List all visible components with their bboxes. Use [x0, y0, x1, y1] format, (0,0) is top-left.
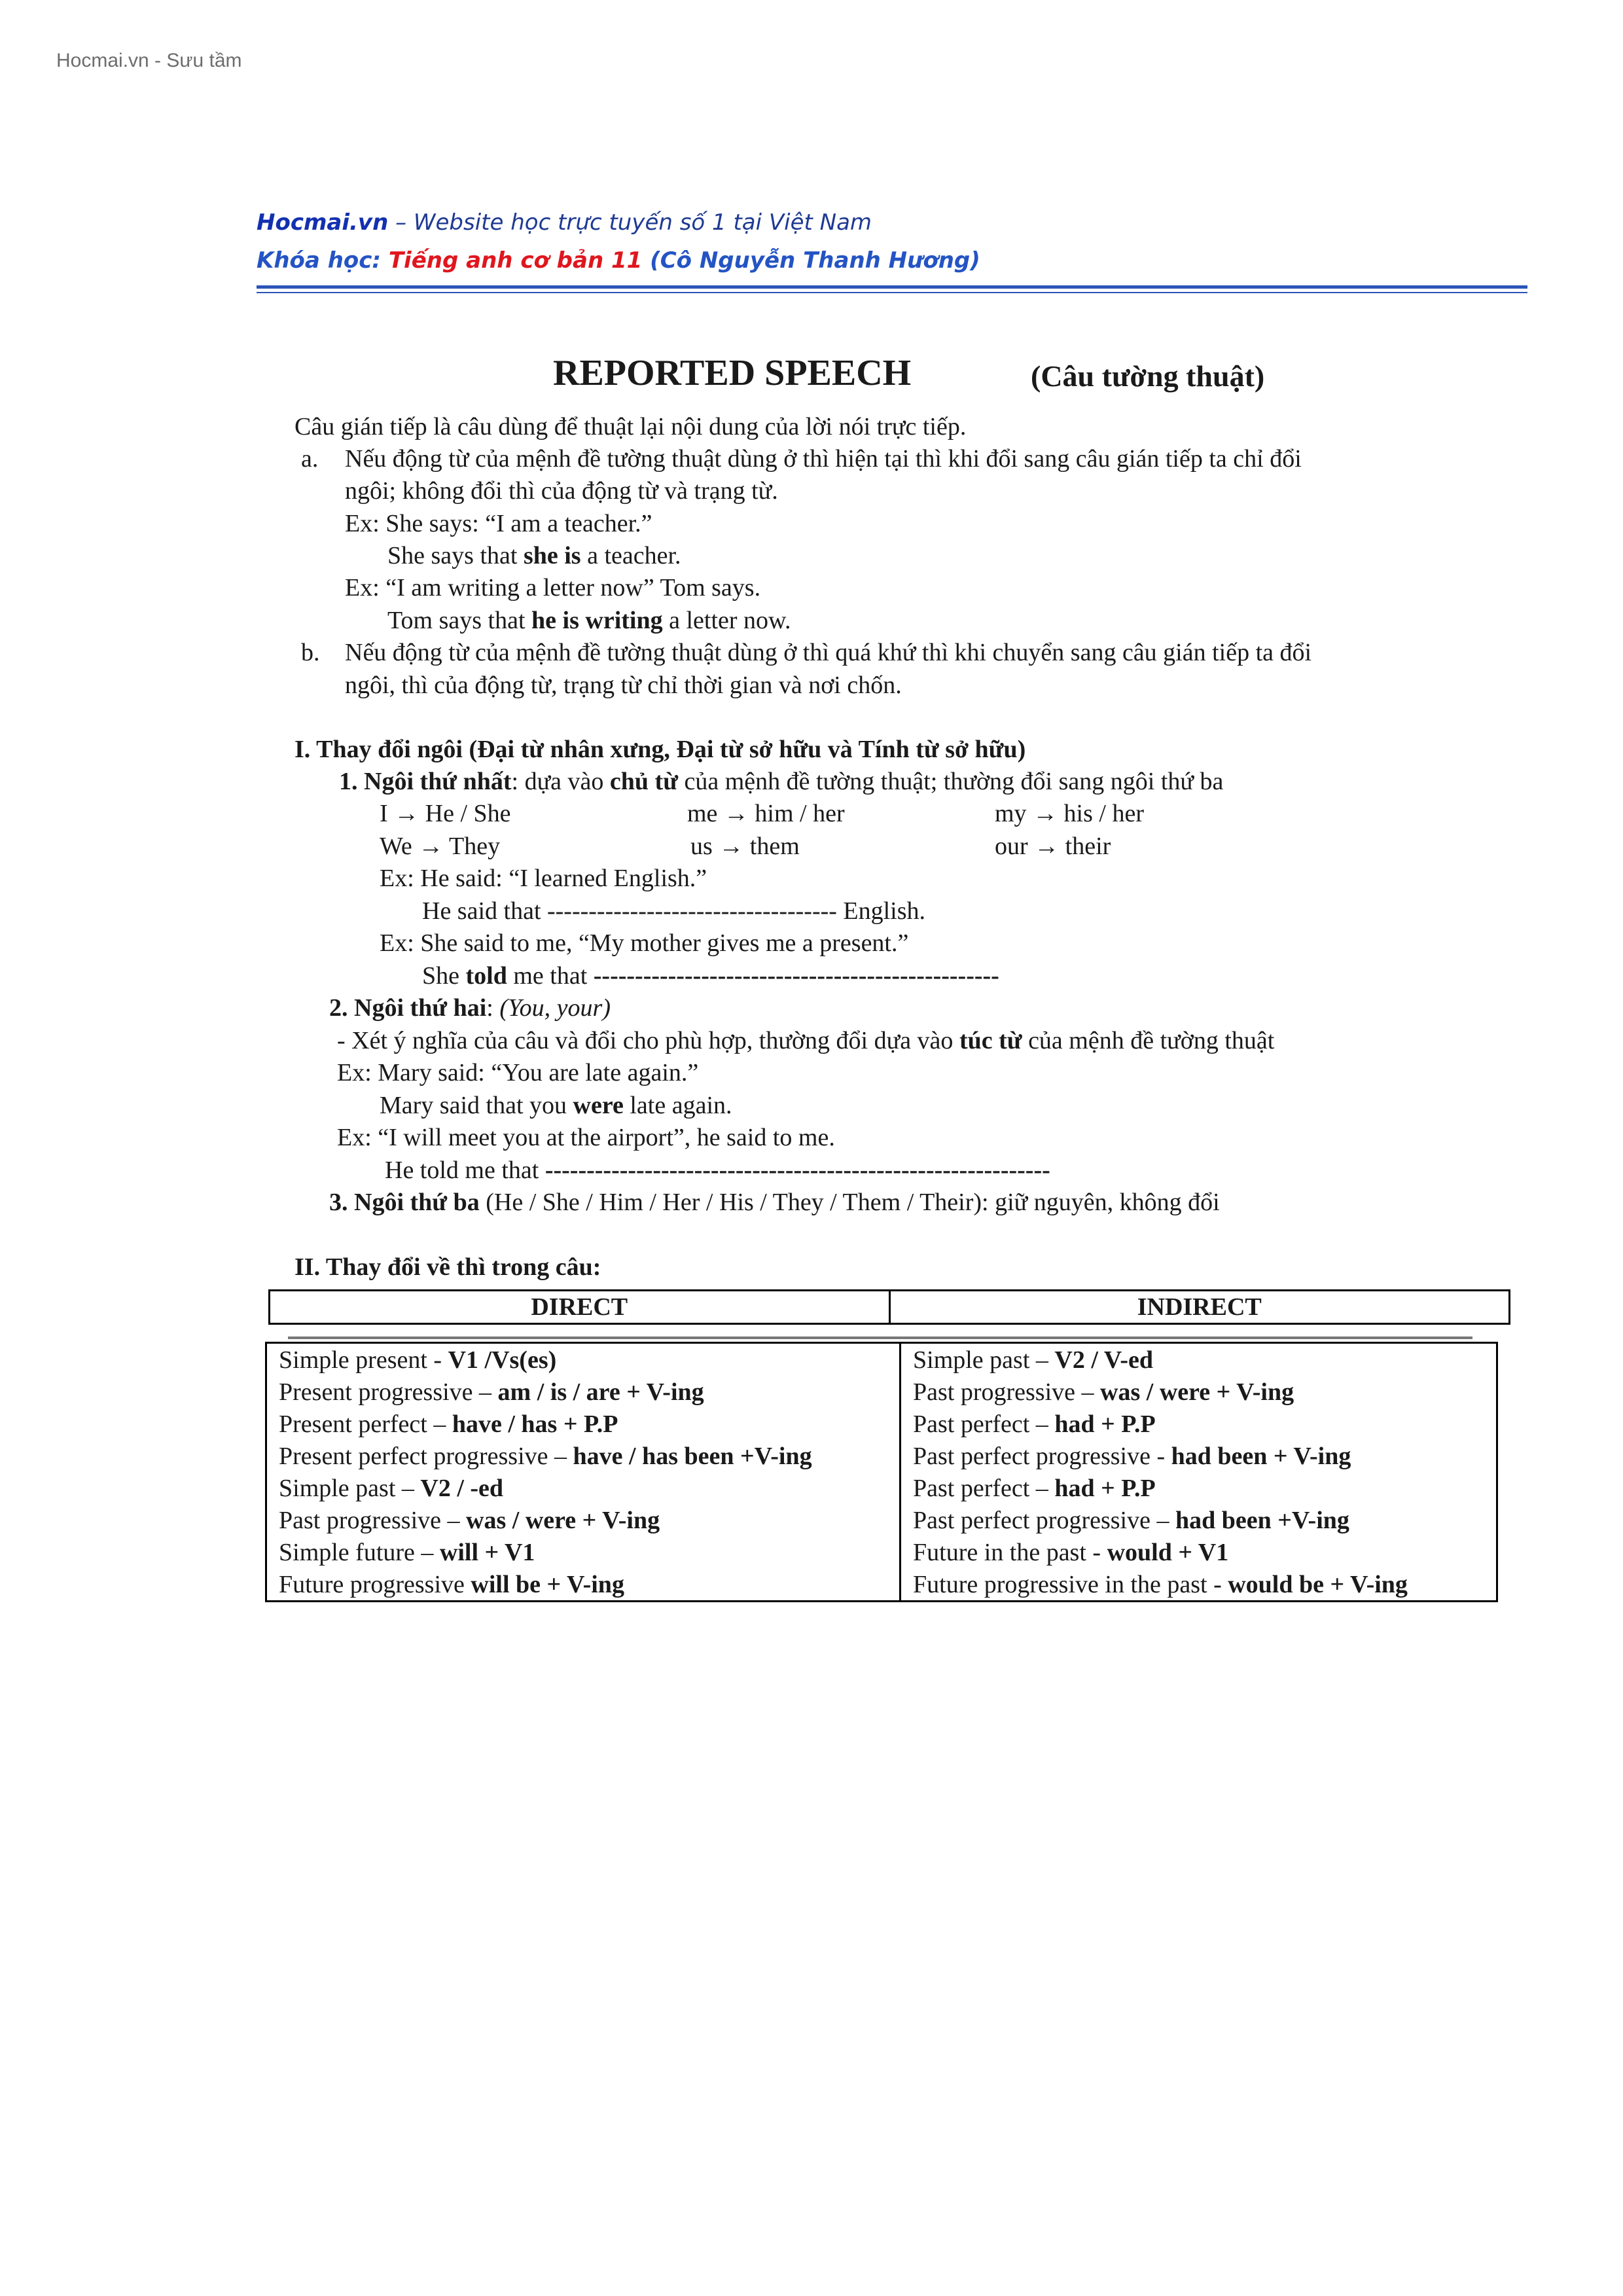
indirect-cell — [901, 1343, 1497, 1376]
tense-name: Simple past – — [913, 1346, 1055, 1374]
tense-form: was / were + V-ing — [1100, 1378, 1294, 1406]
first-person-example2-answer — [422, 961, 999, 990]
section2-heading: II. Thay đổi về thì trong câu: — [294, 1253, 601, 1281]
text-run: He told me that — [385, 1157, 545, 1184]
text-run: a letter now. — [662, 607, 791, 634]
tense-name: Future progressive in the past - — [913, 1570, 1228, 1598]
bold-run: 1. Ngôi thứ nhất — [339, 768, 512, 795]
first-person-example1-answer: He said that ----------------------------------- English. — [422, 897, 926, 925]
indirect-cell — [901, 1536, 1497, 1568]
first-person-line — [339, 767, 1223, 796]
tense-form: was / were + V-ing — [466, 1506, 660, 1534]
indirect-cell — [901, 1376, 1497, 1408]
pronoun-cell: my → his / her — [995, 800, 1144, 827]
course-name: Tiếng anh cơ bản 11 — [388, 247, 643, 274]
direct-cell — [266, 1568, 901, 1602]
second-person-example1: Ex: Mary said: “You are late again.” — [337, 1059, 699, 1086]
tense-name: Simple present - — [279, 1346, 448, 1374]
tense-name: Past progressive – — [913, 1378, 1101, 1406]
tense-table-header — [268, 1289, 1510, 1325]
tense-form: would + V1 — [1107, 1538, 1229, 1566]
text-run: : — [486, 994, 500, 1022]
point-a-line1: Nếu động từ của mệnh đề tường thuật dùng ở thì hiện tại thì khi đổi sang câu gián tiếp ta chỉ đổi — [345, 445, 1302, 473]
table-separator — [288, 1336, 1472, 1339]
course-teacher: (Cô Nguyễn Thanh Hương) — [642, 247, 980, 274]
bold-run: he is writing — [531, 607, 663, 634]
tense-name: Present progressive – — [279, 1378, 498, 1406]
bold-run: chủ từ — [609, 768, 678, 795]
text-run: : dựa vào — [511, 768, 610, 795]
direct-cell — [266, 1376, 901, 1408]
text-run: She says that — [387, 542, 524, 569]
tense-name: Past progressive – — [279, 1506, 467, 1534]
intro-text: Câu gián tiếp là câu dùng để thuật lại nội dung của lời nói trực tiếp. — [294, 413, 967, 440]
second-person-example1-answer — [380, 1091, 732, 1120]
tense-form: had been +V-ing — [1175, 1506, 1349, 1534]
tense-form: V2 / V-ed — [1054, 1346, 1153, 1374]
tense-form: V1 /Vs(es) — [448, 1346, 557, 1374]
pronoun-cell: me → him / her — [687, 800, 845, 827]
point-b-line1: Nếu động từ của mệnh đề tường thuật dùng ở thì quá khứ thì khi chuyển sang câu gián tiếp ta đổi — [345, 639, 1312, 666]
table-row — [266, 1504, 1497, 1536]
second-person-example2: Ex: “I will meet you at the airport”, he said to me. — [337, 1124, 835, 1151]
second-person-example2-answer — [385, 1156, 1050, 1185]
direct-cell — [266, 1440, 901, 1472]
direct-cell — [266, 1536, 901, 1568]
indirect-cell — [901, 1504, 1497, 1536]
text-run: Mary said that you — [380, 1092, 573, 1119]
section1-heading: I. Thay đổi ngôi (Đại từ nhân xưng, Đại từ sở hữu và Tính từ sở hữu) — [294, 736, 1026, 763]
italic-run: (You, your) — [499, 994, 611, 1022]
first-person-example1: Ex: He said: “I learned English.” — [380, 865, 707, 892]
table-row — [266, 1568, 1497, 1602]
text-run: a teacher. — [580, 542, 681, 569]
pronoun-cell: We → They — [380, 833, 501, 860]
header-rule-thick — [257, 285, 1527, 289]
pronoun-cell: our → their — [995, 833, 1111, 860]
tense-name: Future in the past - — [913, 1538, 1107, 1566]
site-name: Hocmai.vn — [257, 209, 389, 236]
text-run: (He / She / Him / Her / His / They / Them / Their): giữ nguyên, không đổi — [479, 1189, 1220, 1216]
text-run: late again. — [623, 1092, 732, 1119]
indirect-cell — [901, 1440, 1497, 1472]
bold-run: 2. Ngôi thứ hai — [329, 994, 487, 1022]
point-b-marker: b. — [301, 639, 320, 666]
tense-form: would be + V-ing — [1228, 1570, 1408, 1598]
tense-form: have / has + P.P — [452, 1410, 618, 1438]
indirect-cell — [901, 1472, 1497, 1504]
text-run: của mệnh đề tường thuật — [1022, 1027, 1275, 1054]
direct-cell — [266, 1408, 901, 1440]
point-a-line2: ngôi; không đổi thì của động từ và trạng từ. — [345, 477, 778, 505]
text-run: Tom says that — [387, 607, 532, 634]
first-person-example2: Ex: She said to me, “My mother gives me a present.” — [380, 929, 909, 957]
tense-name: Simple future – — [279, 1538, 440, 1566]
column-header-indirect: INDIRECT — [889, 1291, 1510, 1324]
tense-form: will be + V-ing — [471, 1570, 624, 1598]
watermark: Hocmai.vn - Sưu tầm — [56, 50, 242, 71]
point-a-example1-answer — [387, 541, 681, 570]
table-row — [266, 1408, 1497, 1440]
bold-run: told — [465, 962, 507, 990]
header-rule-thin — [257, 292, 1527, 293]
table-row — [266, 1440, 1497, 1472]
tense-form: have / has been +V-ing — [573, 1442, 812, 1470]
bold-run: she is — [523, 542, 581, 569]
tense-form: V2 / -ed — [420, 1474, 504, 1502]
pronoun-cell: us → them — [690, 833, 800, 860]
direct-cell — [266, 1504, 901, 1536]
tense-form: had + P.P — [1054, 1410, 1156, 1438]
text-run: của mệnh đề tường thuật; thường đổi sang ngôi thứ ba — [678, 768, 1224, 795]
pronoun-cell: I → He / She — [380, 800, 511, 827]
direct-cell — [266, 1343, 901, 1376]
blank-dashes: ------------------------------------------------- — [593, 962, 999, 990]
point-a-example2-answer — [387, 606, 791, 635]
tense-name: Simple past – — [279, 1474, 421, 1502]
course-label: Khóa học: — [257, 247, 389, 274]
tense-form: will + V1 — [439, 1538, 535, 1566]
bold-run: were — [573, 1092, 624, 1119]
second-person-note — [337, 1026, 1274, 1055]
course-header-line — [257, 247, 980, 274]
tense-name: Past perfect progressive - — [913, 1442, 1171, 1470]
table-row — [266, 1472, 1497, 1504]
point-a-example2: Ex: “I am writing a letter now” Tom says. — [345, 574, 761, 601]
tense-form: had + P.P — [1054, 1474, 1156, 1502]
tense-name: Past perfect – — [913, 1474, 1055, 1502]
tense-name: Future progressive — [279, 1570, 471, 1598]
table-row — [266, 1343, 1497, 1376]
text-run: me that — [507, 962, 594, 990]
site-header-line — [257, 209, 872, 236]
indirect-cell — [901, 1568, 1497, 1602]
column-header-direct: DIRECT — [270, 1291, 890, 1324]
tense-name: Present perfect progressive – — [279, 1442, 573, 1470]
tense-table — [265, 1342, 1498, 1602]
blank-dashes: ------------------------------------------------------------- — [544, 1157, 1050, 1184]
tense-form: had been + V-ing — [1171, 1442, 1351, 1470]
indirect-cell — [901, 1408, 1497, 1440]
tense-name: Past perfect – — [913, 1410, 1055, 1438]
table-row — [266, 1376, 1497, 1408]
table-row — [266, 1536, 1497, 1568]
bold-run: 3. Ngôi thứ ba — [329, 1189, 480, 1216]
point-b-line2: ngôi, thì của động từ, trạng từ chỉ thời gian và nơi chốn. — [345, 672, 902, 699]
third-person-line — [329, 1188, 1220, 1217]
text-run: - Xét ý nghĩa của câu và đổi cho phù hợp, thường đổi dựa vào — [337, 1027, 959, 1054]
second-person-line — [329, 994, 611, 1022]
page-subtitle: (Câu tường thuật) — [1031, 359, 1265, 393]
tense-form: am / is / are + V-ing — [497, 1378, 704, 1406]
bold-run: túc từ — [959, 1027, 1022, 1054]
point-a-example1: Ex: She says: “I am a teacher.” — [345, 510, 652, 537]
tense-name: Present perfect – — [279, 1410, 452, 1438]
tense-name: Past perfect progressive – — [913, 1506, 1175, 1534]
text-run: She — [422, 962, 466, 990]
site-tagline: – Website học trực tuyến số 1 tại Việt Nam — [388, 209, 872, 236]
point-a-marker: a. — [301, 445, 319, 473]
page-title: REPORTED SPEECH — [553, 353, 912, 393]
direct-cell — [266, 1472, 901, 1504]
